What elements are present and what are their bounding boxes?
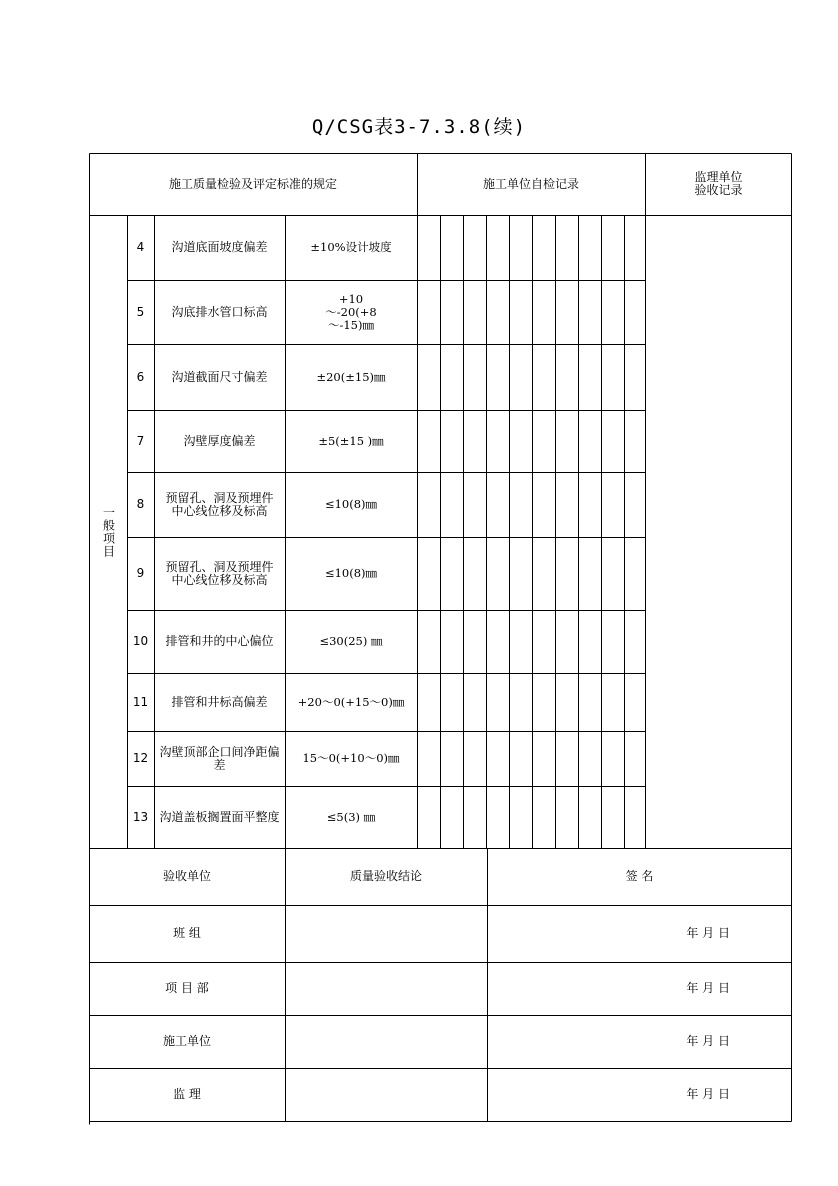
- form-title: Q/CSG表3-7.3.8(续): [311, 116, 527, 138]
- date-field: 年 月 日: [686, 1034, 730, 1048]
- acceptance-unit: 项 目 部: [165, 981, 209, 995]
- row-standard: ≤10(8)㎜: [324, 497, 378, 511]
- row-item: 沟壁厚度偏差: [183, 433, 256, 448]
- row-standard: ±10%设计坡度: [310, 240, 392, 254]
- supervisor-header-line1: 监理单位: [694, 170, 743, 184]
- row-standard: ≤30(25) ㎜: [319, 634, 383, 648]
- criteria-header: 施工质量检验及评定标准的规定: [168, 176, 337, 191]
- supervisor-header: [645, 153, 792, 215]
- category-cell: [89, 215, 127, 848]
- row-number: 7: [136, 433, 145, 448]
- row-number: 5: [136, 304, 145, 319]
- acceptance-unit: 监 理: [173, 1087, 201, 1101]
- row-item: 沟道底面坡度偏差: [171, 240, 268, 254]
- row-item: 沟道截面尺寸偏差: [171, 369, 268, 384]
- row-standard: ≤10(8)㎜: [324, 566, 378, 580]
- row-number: 12: [132, 751, 149, 765]
- date-field: 年 月 日: [686, 1087, 730, 1101]
- conclusion-header: 质量验收结论: [349, 869, 422, 883]
- row-item: 沟底排水管口标高: [171, 304, 268, 319]
- self-check-header: 施工单位自检记录: [482, 176, 579, 191]
- row-standard: ≤5(3) ㎜: [326, 809, 376, 824]
- row-number: 4: [136, 240, 145, 254]
- acceptance-unit-header: 验收单位: [162, 869, 211, 883]
- row-item: 沟道盖板搁置面平整度: [159, 809, 280, 824]
- date-field: 年 月 日: [686, 981, 730, 995]
- row-item: 预留孔、洞及预埋件中心线位移及标高: [165, 490, 274, 518]
- row-standard: ±20(±15)㎜: [316, 369, 386, 384]
- row-item: 排管和井标高偏差: [171, 694, 268, 709]
- category-label: 一般项目: [101, 505, 116, 558]
- row-standard: 15～0(+10～0)㎜: [302, 751, 400, 765]
- row-number: 6: [136, 369, 145, 384]
- row-number: 11: [132, 694, 149, 709]
- row-number: 9: [136, 566, 145, 580]
- row-number: 8: [136, 497, 145, 511]
- row-number: 13: [132, 809, 149, 824]
- signature-header: 签 名: [625, 869, 654, 883]
- acceptance-unit: 施工单位: [162, 1034, 211, 1048]
- row-item: 沟壁顶部企口间净距偏差: [159, 744, 280, 772]
- row-standard: ±5(±15 )㎜: [318, 433, 384, 448]
- row-item: 排管和井的中心偏位: [165, 634, 274, 648]
- row-item: 预留孔、洞及预埋件中心线位移及标高: [165, 559, 274, 587]
- supervisor-header-line2: 验收记录: [694, 183, 743, 197]
- acceptance-unit: 班 组: [173, 926, 201, 940]
- row-standard: +10～-20(+8～-15)㎜: [325, 291, 377, 332]
- row-standard: +20～0(+15～0)㎜: [297, 694, 405, 709]
- date-field: 年 月 日: [686, 926, 730, 940]
- row-number: 10: [132, 634, 149, 648]
